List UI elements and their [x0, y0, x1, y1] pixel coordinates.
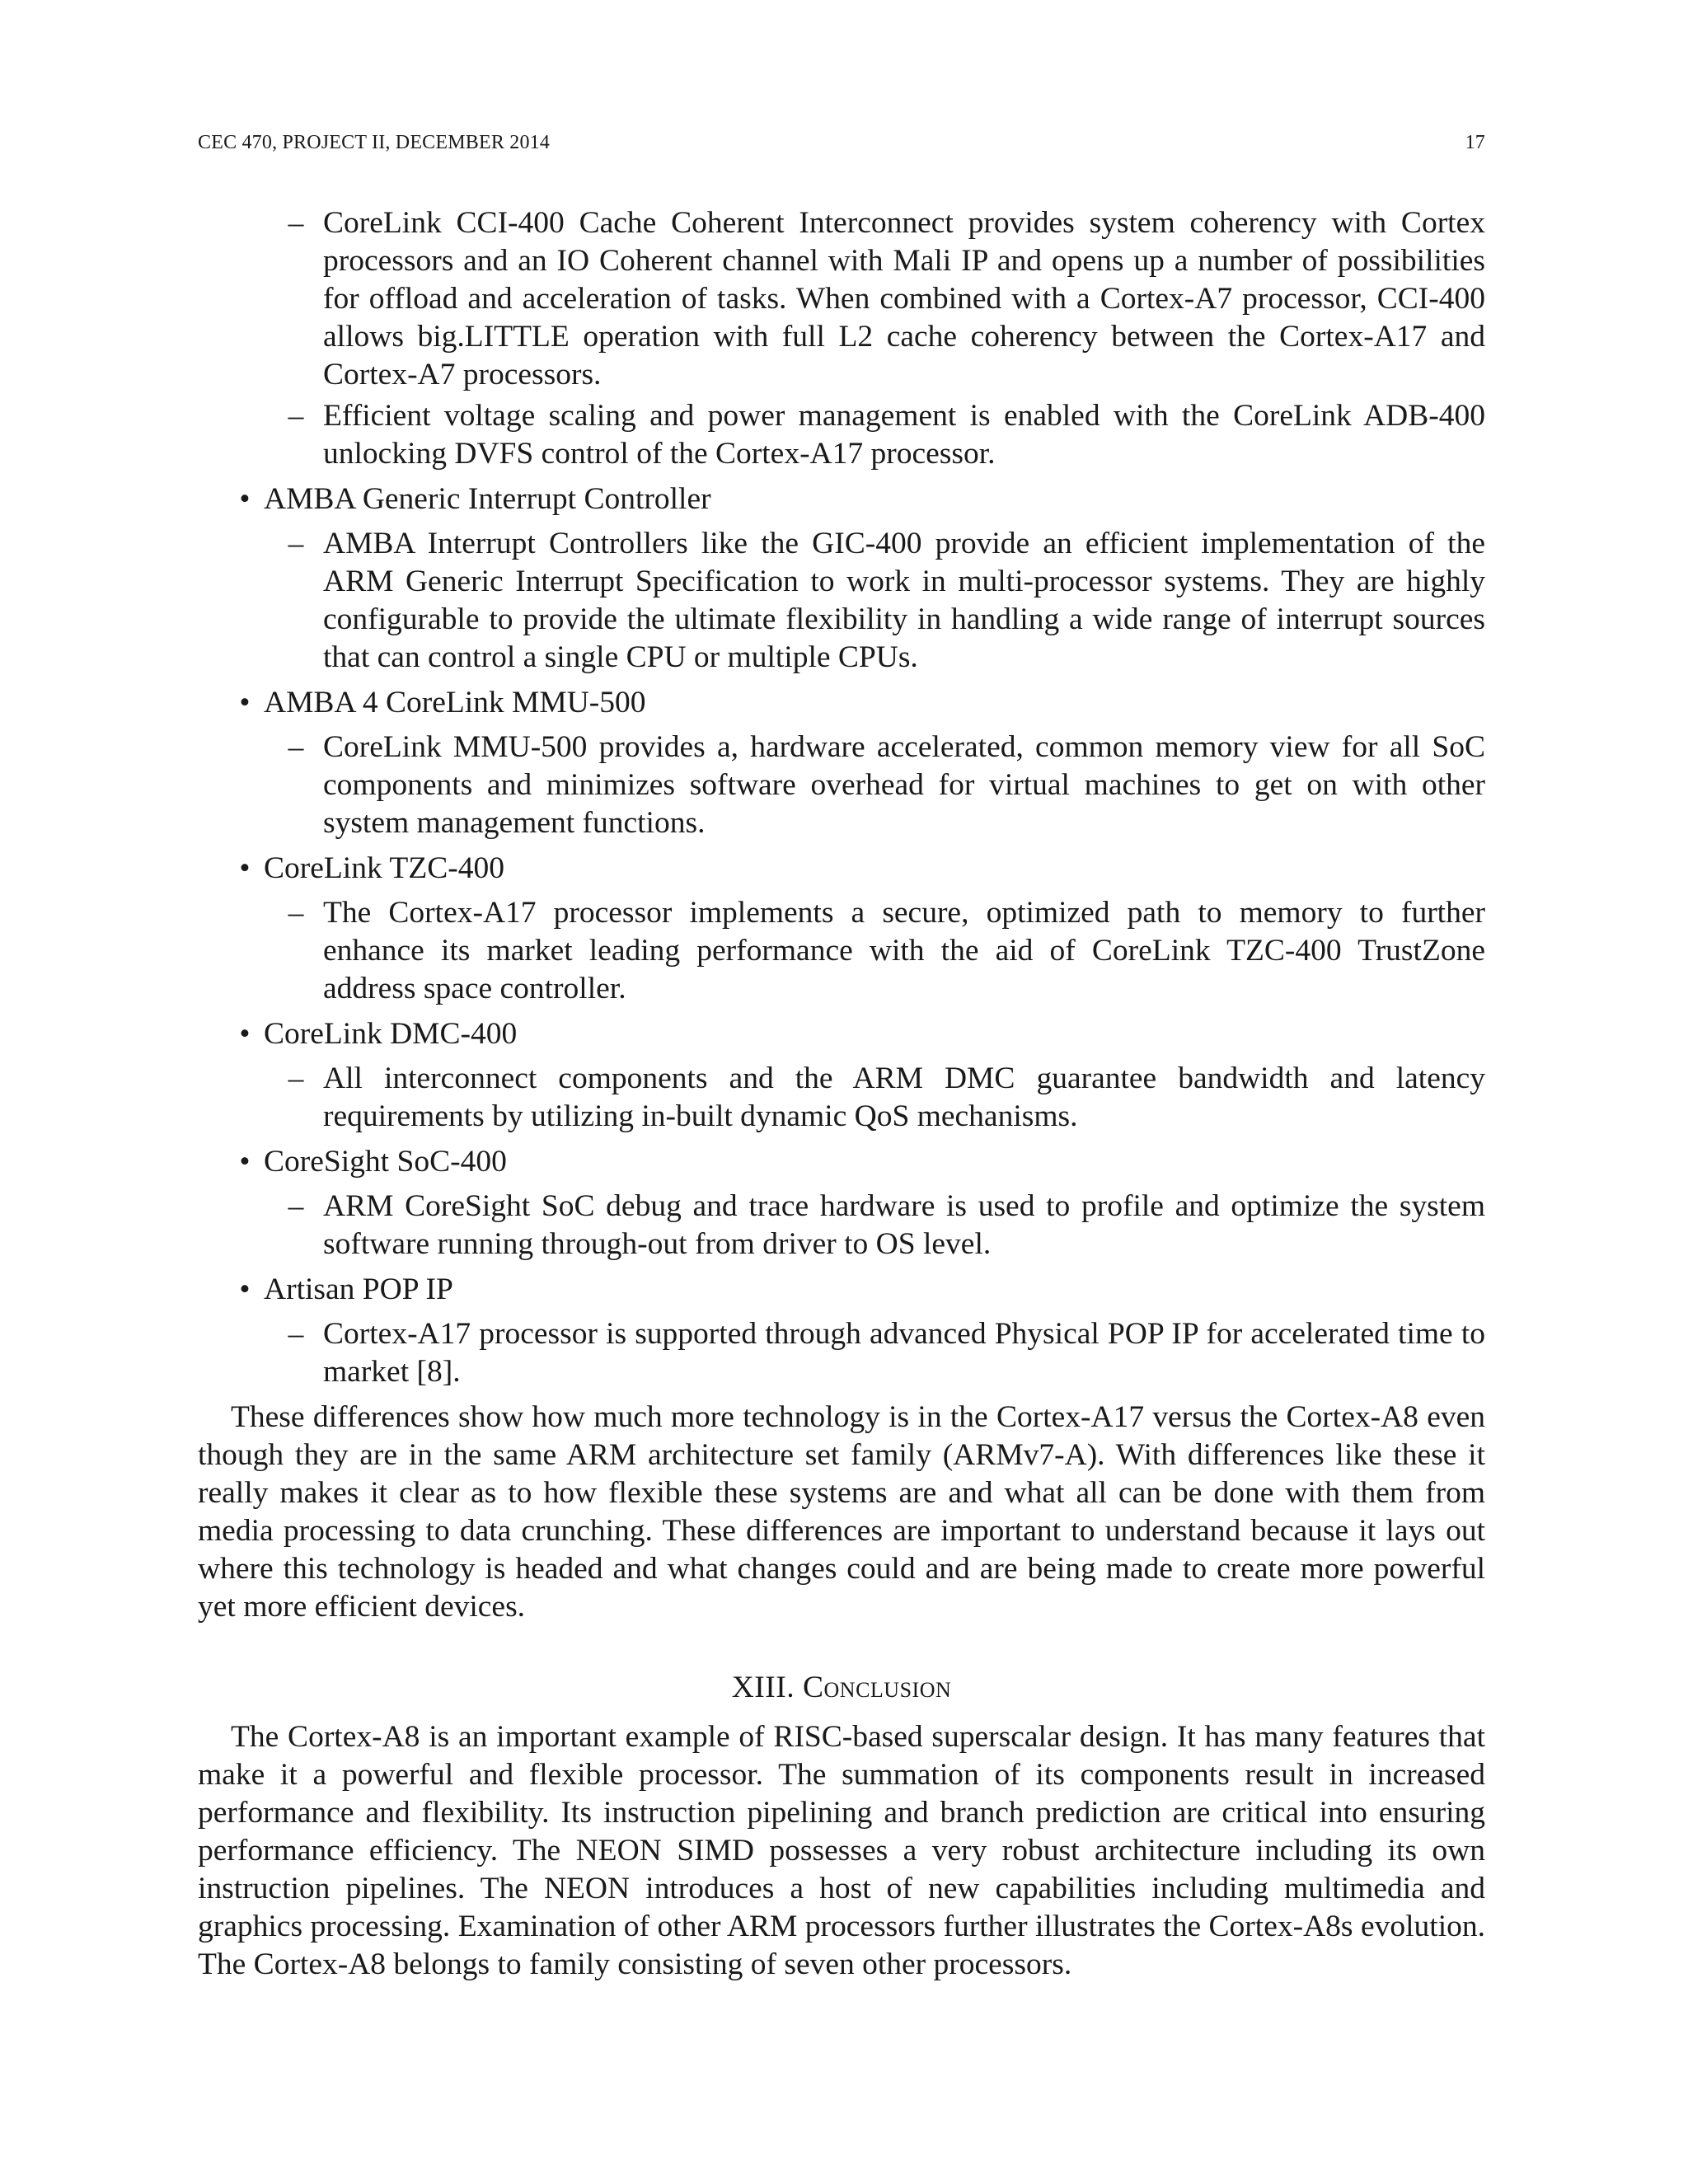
- bullet-item: [198, 1143, 1485, 1263]
- bullet-title: CoreLink DMC-400: [264, 1017, 518, 1051]
- sub-list: [264, 1315, 1485, 1391]
- running-header: [198, 128, 1485, 157]
- sub-list: [264, 894, 1485, 1008]
- dash-marker: –: [288, 399, 304, 433]
- dash-marker: –: [288, 1189, 304, 1223]
- sub-list-item: [264, 729, 1485, 842]
- main-content: [198, 204, 1485, 1984]
- sub-item-text: Efficient voltage scaling and power management is enabled with the CoreLink ADB-400 unlocking DVFS control of the Cortex-A17 processor.: [323, 399, 1485, 471]
- bullet-marker: •: [239, 1017, 251, 1051]
- conclusion-paragraph: The Cortex-A8 is an important example of RISC-based superscalar design. It has many features that make it a powerful and flexible processor. The summation of its components result in increased performance and flexibility. Its instruction pipelining and branch prediction are critical into ensuring performance efficiency. The NEON SIMD possesses a very robust architecture including its own instruction pipelines. The NEON introduces a host of new capabilities including multimedia and graphics processing. Examination of other ARM processors further illustrates the Cortex-A8s evolution. The Cortex-A8 belongs to family consisting of seven other processors.: [198, 1720, 1485, 1981]
- sub-list-item: [264, 894, 1485, 1008]
- dash-marker: –: [288, 1317, 304, 1351]
- bullet-item: [198, 1271, 1485, 1391]
- bullet-list: [198, 480, 1485, 1391]
- section-title: Conclusion: [803, 1671, 952, 1704]
- bullet-marker: •: [239, 1272, 251, 1306]
- continued-sublist: [198, 204, 1485, 473]
- sub-item-text: AMBA Interrupt Controllers like the GIC-400 provide an efficient implementation of the ARM Generic Interrupt Specification to work in multi-processor systems. They are highly configurable to provide the ultimate flexibility in handling a wide range of interrupt sources that can control a single CPU or multiple CPUs.: [323, 527, 1485, 674]
- bullet-title: AMBA 4 CoreLink MMU-500: [264, 686, 646, 719]
- sub-list: [264, 1060, 1485, 1136]
- sub-list-item: [264, 1315, 1485, 1391]
- sub-item-text: CoreLink CCI-400 Cache Coherent Interconnect provides system coherency with Cortex processors and an IO Coherent channel with Mali IP and opens up a number of possibilities for offload and acceleration of tasks. When combined with a Cortex-A7 processor, CCI-400 allows big.LITTLE operation with full L2 cache coherency between the Cortex-A17 and Cortex-A7 processors.: [323, 206, 1485, 391]
- sub-item-text: ARM CoreSight SoC debug and trace hardware is used to profile and optimize the system software running through-out from driver to OS level.: [323, 1189, 1485, 1261]
- bullet-item: [198, 850, 1485, 1008]
- bullet-title: Artisan POP IP: [264, 1272, 453, 1306]
- running-header-title: CEC 470, PROJECT II, DECEMBER 2014: [198, 132, 551, 153]
- dash-marker: –: [288, 206, 304, 240]
- bullet-marker: •: [239, 482, 251, 516]
- bullet-item: [198, 1015, 1485, 1136]
- sub-item-text: CoreLink MMU-500 provides a, hardware accelerated, common memory view for all SoC components and minimizes software overhead for virtual machines to get on with other system management functions.: [323, 730, 1485, 840]
- sub-list-item: [198, 397, 1485, 473]
- bullet-marker: •: [239, 686, 251, 719]
- sub-list-item: [264, 525, 1485, 677]
- sub-item-text: Cortex-A17 processor is supported through advanced Physical POP IP for accelerated time to market [8].: [323, 1317, 1485, 1389]
- closing-paragraph: These differences show how much more technology is in the Cortex-A17 versus the Cortex-A8 even though they are in the same ARM architecture set family (ARMv7-A). With differences like these it really makes it clear as to how flexible these systems are and what all can be done with them from media processing to data crunching. These differences are important to understand because it lays out where this technology is headed and what changes could and are being made to create more powerful yet more efficient devices.: [198, 1400, 1485, 1624]
- bullet-title: AMBA Generic Interrupt Controller: [264, 482, 711, 516]
- bullet-title: CoreSight SoC-400: [264, 1145, 507, 1179]
- page-number: 17: [1465, 132, 1485, 153]
- section-number: XIII.: [731, 1671, 795, 1704]
- bullet-marker: •: [239, 1145, 251, 1179]
- sub-list-item: [198, 204, 1485, 394]
- dash-marker: –: [288, 730, 304, 764]
- sub-item-text: All interconnect components and the ARM DMC guarantee bandwidth and latency requirements by utilizing in-built dynamic QoS mechanisms.: [323, 1062, 1485, 1133]
- sub-list: [264, 1188, 1485, 1263]
- section-heading: [198, 1669, 1485, 1707]
- sub-list: [264, 525, 1485, 677]
- dash-marker: –: [288, 1062, 304, 1095]
- sub-list: [264, 729, 1485, 842]
- dash-marker: –: [288, 527, 304, 560]
- sub-list-item: [264, 1060, 1485, 1136]
- bullet-marker: •: [239, 851, 251, 885]
- sub-item-text: The Cortex-A17 processor implements a secure, optimized path to memory to further enhance its market leading performance with the aid of CoreLink TZC-400 TrustZone address space controller.: [323, 896, 1485, 1005]
- bullet-title: CoreLink TZC-400: [264, 851, 504, 885]
- bullet-item: [198, 480, 1485, 677]
- sub-list-item: [264, 1188, 1485, 1263]
- bullet-item: [198, 684, 1485, 842]
- dash-marker: –: [288, 896, 304, 930]
